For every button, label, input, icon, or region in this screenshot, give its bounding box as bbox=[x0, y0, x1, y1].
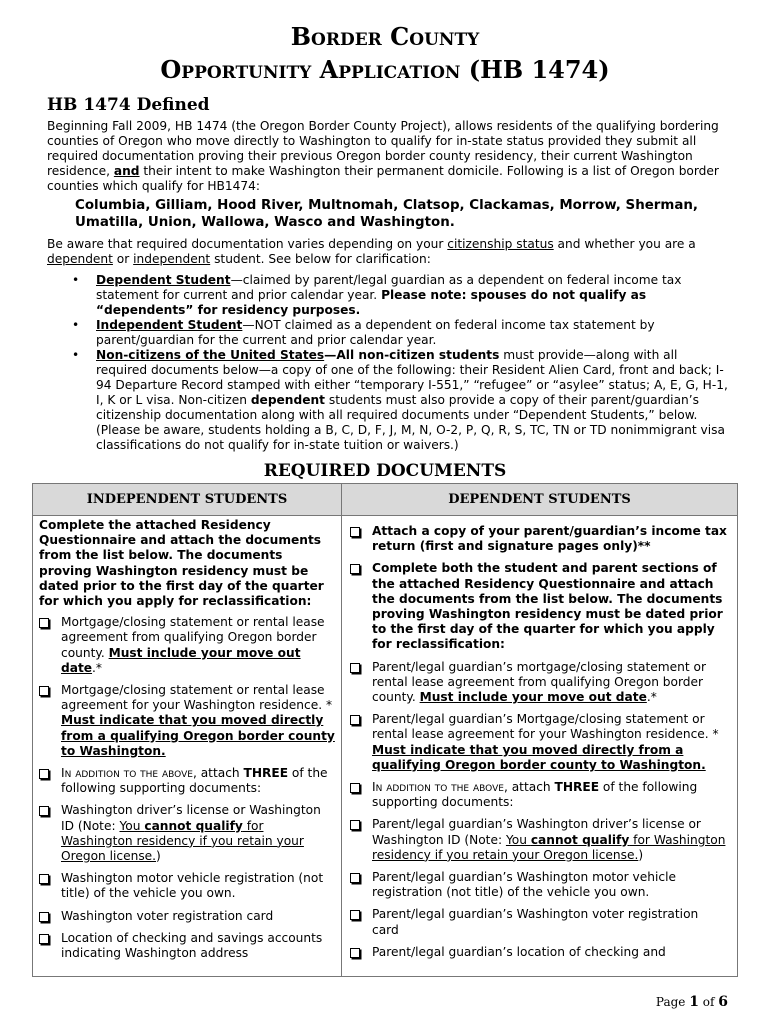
checklist-text: Parent/legal guardian’s location of checking and bbox=[372, 944, 666, 959]
checklist-text: , attach bbox=[192, 766, 244, 781]
page-of-label: of bbox=[698, 995, 719, 1009]
checklist-item bbox=[350, 561, 727, 652]
checklist-text: Washington motor vehicle registration (not title) of the vehicle you own. bbox=[61, 871, 324, 901]
page-footer bbox=[656, 994, 728, 1010]
dependent-checklist bbox=[350, 524, 727, 960]
checklist-item bbox=[39, 615, 335, 676]
checkbox-icon[interactable] bbox=[350, 820, 360, 830]
required-documents-table bbox=[32, 483, 738, 977]
page-label: Page bbox=[655, 995, 690, 1009]
document-title-line-1: Border County bbox=[290, 22, 480, 51]
checklist-text: Location of checking and savings accounts indicating Washington address bbox=[61, 930, 323, 961]
checkbox-icon[interactable] bbox=[350, 910, 360, 920]
checkbox-icon[interactable] bbox=[350, 663, 360, 673]
aware-text-2: and whether you are a bbox=[553, 237, 696, 251]
checklist-item bbox=[350, 712, 727, 773]
intro-paragraph bbox=[47, 119, 727, 194]
checkbox-icon[interactable] bbox=[39, 618, 49, 628]
bullet-non-citizens bbox=[70, 348, 730, 453]
checklist-item bbox=[350, 817, 727, 863]
checklist-underline: Must indicate that you moved directly from a qualifying Oregon border county to Washington. bbox=[372, 742, 706, 772]
intro-and: and bbox=[113, 164, 140, 178]
bullet-independent-student bbox=[70, 318, 730, 348]
non-citizen-text-1: must provide—along with all required documents below—a copy of one of the following: their Resident Alien Card, front and back; I-94 Departure Record stamped with either “temporary I-551,” “refugee” or “asylee” status; A, E, G, H-1, I, K or L visa. Non-citizen bbox=[96, 348, 728, 407]
aware-or: or bbox=[112, 252, 134, 266]
independent-intro: Complete the attached Residency Questionnaire and attach the documents from the list below. The documents proving Washington residency must be dated prior to the first day of the quarter for which you apply for reclassification: bbox=[39, 518, 324, 609]
checklist-text: Mortgage/closing statement or rental lease agreement from qualifying Oregon border county. bbox=[61, 615, 325, 660]
checklist-end: .* bbox=[92, 660, 103, 675]
checklist-item bbox=[39, 909, 335, 924]
checklist-text: Parent/legal guardian’s Mortgage/closing statement or rental lease agreement for your Washington residence. * bbox=[372, 712, 719, 742]
checklist-text: Washington voter registration card bbox=[61, 908, 274, 923]
checklist-text: of the following supporting documents: bbox=[372, 780, 698, 810]
checkbox-icon[interactable] bbox=[39, 934, 49, 944]
checklist-end: ) bbox=[156, 849, 161, 864]
checkbox-icon[interactable] bbox=[350, 527, 360, 537]
non-citizen-dependent: dependent bbox=[250, 393, 325, 407]
dependent-student-text: —claimed by parent/legal guardian as a dependent on federal income tax statement for current and prior calendar year. bbox=[96, 273, 682, 302]
required-documents-heading: REQUIRED DOCUMENTS bbox=[263, 461, 507, 481]
county-list: Columbia, Gilliam, Hood River, Multnomah, Clatsop, Clackamas, Morrow, Sherman, Umatilla, Union, Wallowa, Wasco and Washington. bbox=[75, 198, 699, 230]
checklist-underline: Must include your move out date bbox=[419, 690, 647, 705]
checklist-text: , attach bbox=[503, 780, 555, 795]
bullet-dependent-student bbox=[70, 273, 730, 318]
checklist-item bbox=[39, 803, 335, 864]
checklist-item bbox=[350, 945, 727, 960]
checklist-underline: You bbox=[119, 818, 145, 833]
checklist-item bbox=[350, 660, 727, 706]
checklist-underline-bold: cannot qualify bbox=[530, 832, 630, 847]
checklist-underline: You bbox=[505, 832, 531, 847]
dependent-students-header: DEPENDENT STUDENTS bbox=[342, 484, 737, 516]
non-citizen-label: Non-citizens of the United States bbox=[96, 348, 325, 362]
checklist-item bbox=[350, 907, 727, 937]
checklist-text: Washington driver’s license or Washington ID (Note: bbox=[61, 803, 321, 833]
checklist-underline: Must include your move out date bbox=[61, 645, 301, 675]
checklist-text: Complete both the student and parent sections of the attached Residency Questionnaire and attach the documents from the list below. The documents proving Washington residency must be dated prior to the first day of the quarter for which you apply for reclassification: bbox=[372, 561, 723, 652]
checkbox-icon[interactable] bbox=[39, 912, 49, 922]
checklist-end: .* bbox=[646, 690, 657, 705]
checkbox-icon[interactable] bbox=[39, 686, 49, 696]
aware-dependent: dependent bbox=[47, 252, 113, 266]
aware-citizenship-status: citizenship status bbox=[447, 237, 554, 251]
checklist-item bbox=[39, 871, 335, 901]
checklist-item bbox=[39, 766, 335, 796]
non-citizen-bold: —All non-citizen students bbox=[324, 348, 500, 362]
document-title-line-2: Opportunity Application (HB 1474) bbox=[160, 55, 610, 84]
page-number: 1 bbox=[689, 994, 699, 1010]
aware-text-1: Be aware that required documentation varies depending on your bbox=[47, 237, 448, 251]
intro-text-2: their intent to make Washington their permanent domicile. Following is a list of Oregon border counties which qualify for HB1474: bbox=[47, 164, 719, 193]
checklist-item bbox=[350, 524, 727, 554]
independent-students-header: INDEPENDENT STUDENTS bbox=[33, 484, 342, 516]
checklist-item bbox=[350, 870, 727, 900]
checklist-smallcaps: In addition to the above bbox=[372, 780, 504, 795]
checkbox-icon[interactable] bbox=[39, 874, 49, 884]
checkbox-icon[interactable] bbox=[350, 715, 360, 725]
checklist-text: Attach a copy of your parent/guardian’s income tax return (first and signature pages only)** bbox=[372, 524, 727, 554]
checklist-text: Mortgage/closing statement or rental lease agreement for your Washington residence. * bbox=[61, 683, 333, 713]
checklist-text: Parent/legal guardian’s Washington voter registration card bbox=[372, 907, 699, 937]
checkbox-icon[interactable] bbox=[350, 783, 360, 793]
checkbox-icon[interactable] bbox=[39, 769, 49, 779]
checklist-text: Parent/legal guardian’s mortgage/closing statement or rental lease agreement from qualifying Oregon border county. bbox=[372, 659, 706, 705]
checklist-three: THREE bbox=[554, 780, 600, 795]
section-heading-hb1474-defined: HB 1474 Defined bbox=[47, 95, 210, 115]
independent-checklist bbox=[39, 615, 335, 961]
checklist-text: of the following supporting documents: bbox=[61, 766, 328, 796]
checklist-text: Parent/legal guardian’s Washington driver’s license or Washington ID (Note: bbox=[372, 817, 701, 847]
dependent-student-label: Dependent Student bbox=[96, 273, 231, 287]
checkbox-icon[interactable] bbox=[350, 873, 360, 883]
checklist-underline: Must indicate that you moved directly from a qualifying Oregon border county to Washington. bbox=[61, 713, 335, 758]
independent-student-text: —NOT claimed as a dependent on federal income tax statement by parent/guardian for the current and prior calendar year. bbox=[96, 318, 655, 347]
checklist-item bbox=[39, 931, 335, 961]
student-type-list bbox=[70, 273, 730, 453]
page-total: 6 bbox=[718, 994, 728, 1010]
independent-students-column bbox=[33, 516, 342, 976]
checklist-underline: for Washington residency if you retain your Oregon license. bbox=[61, 818, 304, 864]
dependent-student-note: Please note: spouses do not qualify as “dependents” for residency purposes. bbox=[96, 288, 647, 317]
intro-text-1: Beginning Fall 2009, HB 1474 (the Oregon Border County Project), allows residents of the qualifying bordering counties of Oregon who move directly to Washington to qualify for in-state status provided they submit all required documentation proving their previous Oregon border county residency, their current Washington residence, bbox=[47, 119, 719, 178]
checkbox-icon[interactable] bbox=[350, 564, 360, 574]
checklist-end: ) bbox=[638, 847, 644, 862]
aware-text-3: student. See below for clarification: bbox=[210, 252, 431, 266]
independent-student-label: Independent Student bbox=[96, 318, 243, 332]
checklist-smallcaps: In addition to the above bbox=[61, 766, 193, 781]
non-citizen-text-2: students must also provide a copy of their parent/guardian’s citizenship documentation along with all required documents under “Dependent Students,” below. (Please be aware, students holding a B, C, D, F, J, M, N, O-2, P, Q, R, S, TC, TN or TD nonimmigrant visa classifications do not qualify for in-state tuition or waivers.) bbox=[96, 393, 725, 452]
dependent-students-column bbox=[342, 516, 737, 976]
awareness-paragraph bbox=[47, 237, 732, 267]
checkbox-icon[interactable] bbox=[39, 806, 49, 816]
aware-independent: independent bbox=[133, 252, 211, 266]
checklist-text: Parent/legal guardian’s Washington motor vehicle registration (not title) of the vehicle you own. bbox=[372, 870, 676, 900]
checkbox-icon[interactable] bbox=[350, 948, 360, 958]
checklist-three: THREE bbox=[243, 766, 289, 781]
checklist-item bbox=[39, 683, 335, 759]
checklist-underline: for Washington residency if you retain your Oregon license. bbox=[372, 832, 726, 862]
checklist-item bbox=[350, 780, 727, 810]
checklist-underline-bold: cannot qualify bbox=[144, 818, 243, 833]
